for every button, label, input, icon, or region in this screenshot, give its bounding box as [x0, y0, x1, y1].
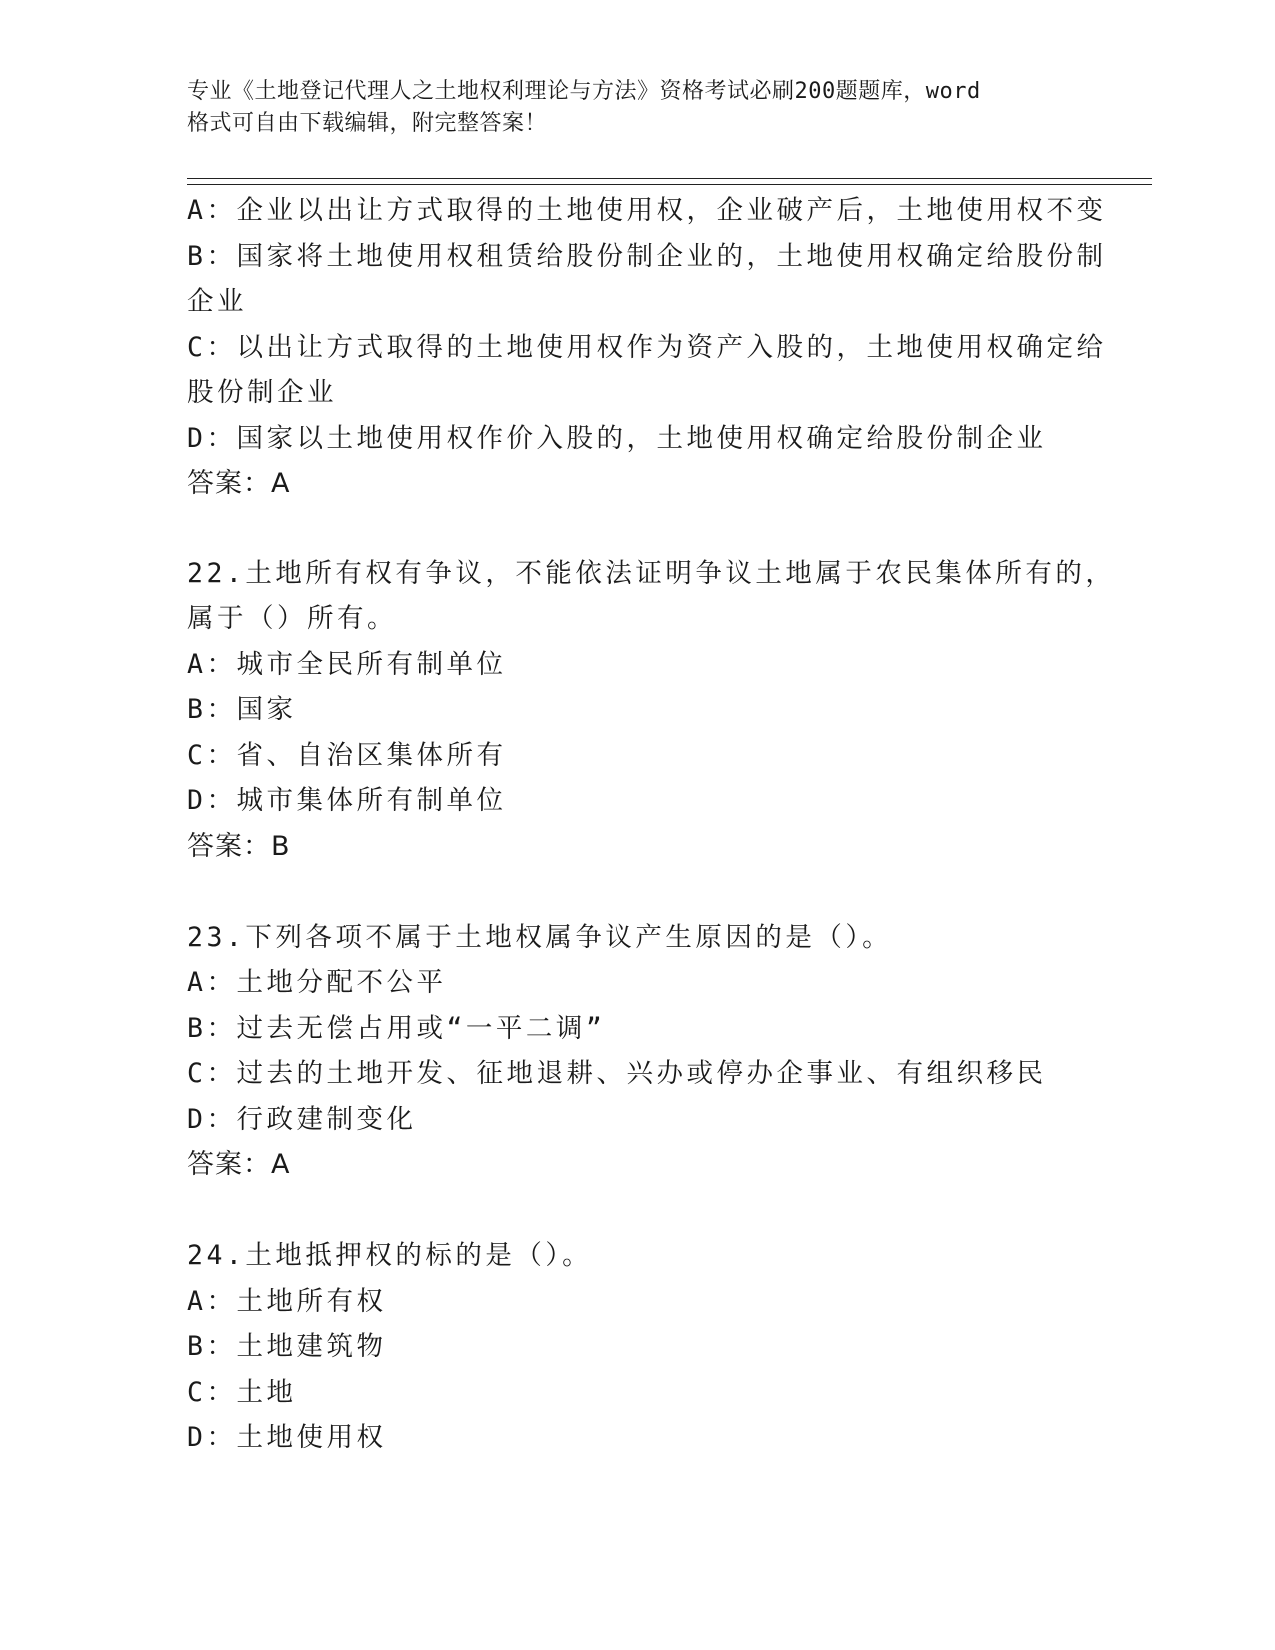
- question-24: [187, 1233, 1087, 1461]
- q24-option-a: A：土地所有权: [187, 1285, 387, 1317]
- q23-option-c: C：过去的土地开发、征地退耕、兴办或停办企事业、有组织移民: [187, 1058, 1047, 1089]
- header-divider-bottom: [187, 184, 1152, 185]
- q24-option-b: B：土地建筑物: [187, 1331, 387, 1362]
- q24-option-d: D：土地使用权: [187, 1422, 387, 1453]
- header-divider-top: [187, 178, 1152, 179]
- question-list: [187, 188, 1116, 1461]
- spacer: [187, 869, 1087, 915]
- q22-option-c: C：省、自治区集体所有: [187, 739, 507, 771]
- q23-option-d: D：行政建制变化: [187, 1103, 417, 1135]
- q22-option-d: D：城市集体所有制单位: [187, 785, 507, 816]
- question-22: [187, 551, 1116, 870]
- q23-option-a: A：土地分配不公平: [187, 967, 447, 998]
- header-title-line-1: 专业《土地登记代理人之土地权利理论与方法》资格考试必刷200题题库，word: [187, 79, 981, 104]
- q21-option-b: B：国家将土地使用权租赁给股份制企业的，土地使用权确定给股份制: [187, 240, 1107, 272]
- q21-option-b-cont: 企业: [187, 286, 247, 317]
- question-21: [187, 188, 1107, 507]
- q21-option-d: D：国家以土地使用权作价入股的，土地使用权确定给股份制企业: [187, 422, 1047, 454]
- q24-option-c: C：土地: [187, 1376, 297, 1408]
- header-title-line-2: 格式可自由下载编辑，附完整答案！: [187, 111, 548, 136]
- q21-option-a: A：企业以出让方式取得的土地使用权，企业破产后，土地使用权不变: [187, 195, 1107, 226]
- q22-option-a: A：城市全民所有制单位: [187, 648, 507, 680]
- q22-stem-line-1: 22.土地所有权有争议，不能依法证明争议土地属于农民集体所有的，: [187, 557, 1116, 589]
- q23-answer: 答案：A: [187, 1149, 291, 1180]
- q24-stem-line-1: 24.土地抵押权的标的是（）。: [187, 1240, 593, 1271]
- q21-option-c-cont: 股份制企业: [187, 377, 337, 408]
- q23-option-b: B：过去无偿占用或“一平二调”: [187, 1012, 606, 1044]
- q23-stem-line-1: 23.下列各项不属于土地权属争议产生原因的是（）。: [187, 921, 893, 953]
- q21-option-c: C：以出让方式取得的土地使用权作为资产入股的，土地使用权确定给: [187, 331, 1107, 363]
- question-23: [187, 915, 1087, 1188]
- q22-stem-line-2: 属于（）所有。: [187, 603, 397, 634]
- spacer: [187, 507, 1087, 551]
- q22-answer: 答案：B: [187, 830, 291, 862]
- q21-answer: 答案：A: [187, 468, 291, 499]
- document-header: [187, 76, 1067, 140]
- spacer: [187, 1188, 1087, 1234]
- q22-option-b: B：国家: [187, 694, 297, 725]
